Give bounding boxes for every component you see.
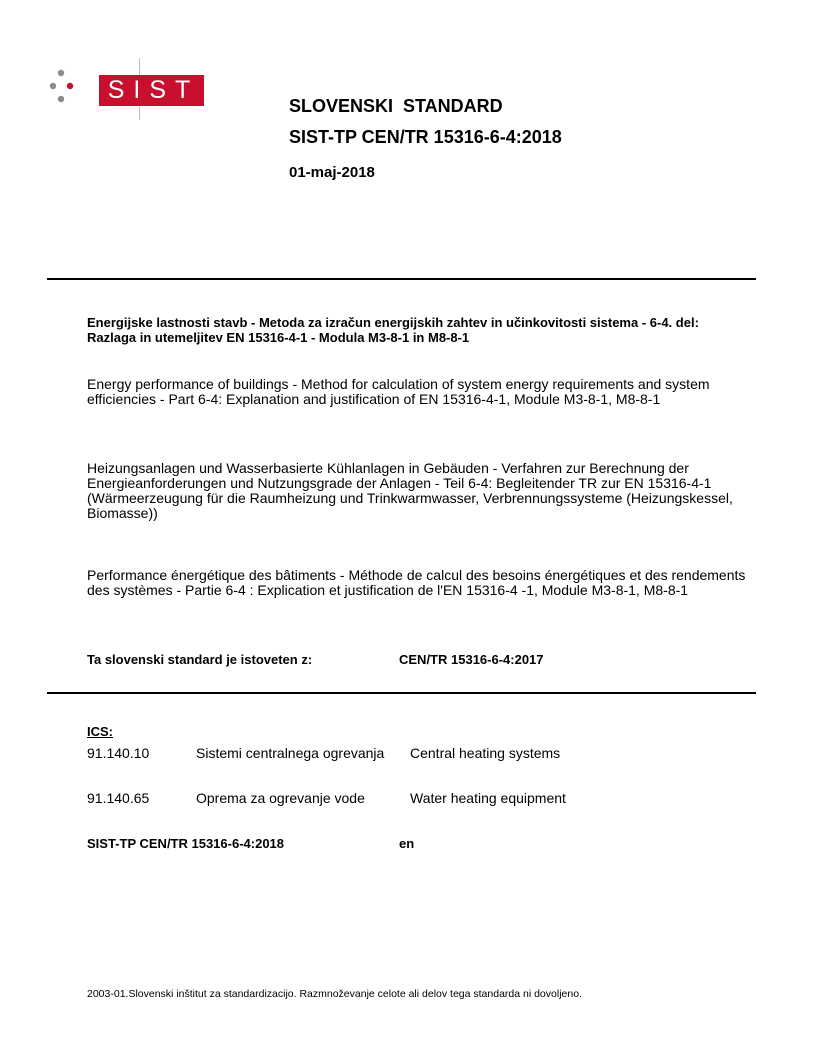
logo-dot [50,83,56,89]
divider-top [47,278,756,280]
title-english: Energy performance of buildings - Method for calculation of system energy requirements and system efficiencies - Part 6-4: Explanation and justification of EN 15316-4-1, Module M3-8-1, M8-8-1 [87,376,710,407]
title-german: Heizungsanlagen und Wasserbasierte Kühlanlagen in Gebäuden - Verfahren zur Berechnung der Energieanforderungen und Nutzungsgrade der Anlagen - Teil 6-4: Begleitender TR zur EN 15316-4-1 (Wärmeerzeugung für die Raumheizung und Trinkwarmwasser, Verbrennungssysteme (Heizungskessel, Biomasse)) [87,460,733,521]
logo-dots-icon [47,68,83,110]
ics-code: 91.140.10 [87,745,150,761]
logo-dot [58,96,64,102]
logo-dot-red [67,83,73,89]
identical-label: Ta slovenski standard je istoveten z: [87,652,313,667]
ics-code: 91.140.65 [87,790,150,806]
ics-english: Water heating equipment [410,790,566,806]
standard-type: SLOVENSKI STANDARD [289,96,503,116]
designation-language: en [399,836,415,851]
ics-slovenian: Oprema za ogrevanje vode [196,790,365,806]
ics-slovenian: Sistemi centralnega ogrevanja [196,745,385,761]
designation-code: SIST-TP CEN/TR 15316-6-4:2018 [87,836,285,851]
publication-date: 01-maj-2018 [289,164,375,181]
sist-logo: SIST [99,75,204,106]
title-slovenian: Energijske lastnosti stavb - Metoda za izračun energijskih zahtev in učinkovitosti sistema - 6-4. del: Razlaga in utemeljitev EN 15316-4-1 - Modula M3-8-1 in M8-8-1 [87,315,699,345]
identical-value: CEN/TR 15316-6-4:2017 [399,652,544,667]
divider-bottom [47,692,756,694]
standard-code: SIST-TP CEN/TR 15316-6-4:2018 [289,127,562,147]
ics-english: Central heating systems [410,745,561,761]
ics-heading: ICS: [87,724,113,739]
copyright-footer: 2003-01.Slovenski inštitut za standardizacijo. Razmnoževanje celote ali delov tega standarda ni dovoljeno. [87,988,582,1000]
logo-dot [58,70,64,76]
title-french: Performance énergétique des bâtiments - Méthode de calcul des besoins énergétiques et des rendements des systèmes - Partie 6-4 : Explication et justification de l'EN 15316-4 -1, Module M3-8-1, M8-8-1 [87,567,746,598]
